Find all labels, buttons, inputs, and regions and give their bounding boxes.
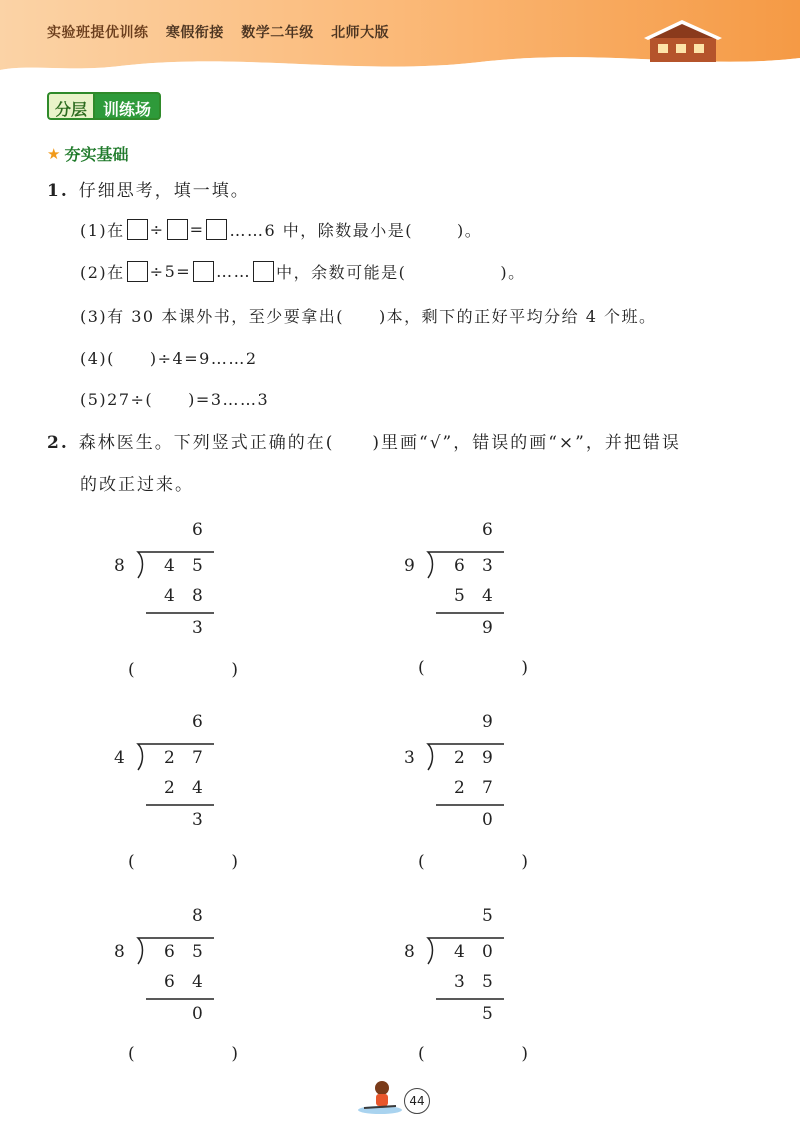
paren-open: ( [128, 852, 135, 872]
subtraction-line [146, 611, 226, 615]
answer-parentheses[interactable] [128, 1044, 238, 1064]
paren-close: ) [231, 1044, 238, 1064]
section-tag-right: 训练场 [93, 92, 161, 120]
product-digit: 4 [192, 972, 203, 992]
dividend-digit: 4 [164, 556, 175, 576]
product-digit: 4 [164, 586, 175, 606]
divisor: 8 [114, 942, 125, 962]
quotient: 6 [192, 520, 203, 540]
item-text: = [189, 220, 205, 239]
dividend-digit: 4 [454, 942, 465, 962]
star-icon: ★ [47, 144, 61, 163]
remainder: 0 [482, 810, 493, 830]
item-text: ……6 中，除数最小是( [229, 221, 413, 240]
division-bracket [128, 742, 228, 772]
long-division [112, 712, 232, 842]
division-bracket [128, 936, 228, 966]
quotient: 5 [482, 906, 493, 926]
paren-close: ) [521, 852, 528, 872]
item-text: ÷ [149, 220, 165, 239]
blank-box[interactable] [193, 261, 214, 282]
product-digit: 4 [192, 778, 203, 798]
dividend-digit: 9 [482, 748, 493, 768]
blank-box[interactable] [167, 219, 188, 240]
item-text: )。 [457, 221, 483, 240]
paren-open: ( [128, 1044, 135, 1064]
division-bracket [418, 936, 518, 966]
q1-item-3: (3)有 30 本课外书，至少要拿出( )本，剩下的正好平均分给 4 个班。 [80, 307, 657, 326]
paren-open: ( [418, 658, 425, 678]
paren-close: ) [521, 1044, 528, 1064]
header-subject: 数学二年级 [241, 25, 314, 41]
product-digit: 5 [454, 586, 465, 606]
subtraction-line [436, 803, 516, 807]
q1-item-1 [80, 218, 482, 241]
question-text: 森林医生。下列竖式正确的在( )里画“√”，错误的画“×”，并把错误 [78, 433, 681, 453]
answer-parentheses[interactable] [128, 660, 238, 680]
series-title: 实验班提优训练 [47, 25, 149, 41]
long-division [112, 906, 232, 1036]
remainder: 5 [482, 1004, 493, 1024]
paren-close: ) [521, 658, 528, 678]
remainder: 9 [482, 618, 493, 638]
item-text: )。 [500, 263, 526, 282]
item-text: (2)在 [80, 263, 125, 282]
item-text: (1)在 [80, 221, 125, 240]
paren-close: ) [231, 852, 238, 872]
section-tag-left: 分层 [47, 92, 93, 120]
header-subtitle: 寒假衔接 [165, 25, 224, 41]
answer-parentheses[interactable] [418, 1044, 528, 1064]
subtraction-line [436, 997, 516, 1001]
page-header [0, 0, 800, 80]
divisor: 8 [404, 942, 415, 962]
dividend-digit: 2 [454, 748, 465, 768]
question-number: 1. [47, 181, 69, 201]
remainder: 3 [192, 618, 203, 638]
section-tag [47, 92, 161, 120]
division-bracket [418, 742, 518, 772]
dividend-digit: 7 [192, 748, 203, 768]
mascot-icon [350, 1076, 410, 1116]
item-text: …… [216, 262, 252, 281]
answer-parentheses[interactable] [418, 658, 528, 678]
sub-heading-text: 夯实基础 [64, 145, 129, 164]
divisor: 4 [114, 748, 125, 768]
item-text: 中，余数可能是( [276, 263, 407, 282]
product-digit: 8 [192, 586, 203, 606]
question-1-title [47, 176, 250, 201]
blank-box[interactable] [127, 219, 148, 240]
remainder: 3 [192, 810, 203, 830]
q1-item-2 [80, 260, 526, 283]
product-digit: 7 [482, 778, 493, 798]
divisor: 8 [114, 556, 125, 576]
product-digit: 6 [164, 972, 175, 992]
subtraction-line [436, 611, 516, 615]
subtraction-line [146, 997, 226, 1001]
blank-box[interactable] [253, 261, 274, 282]
quotient: 8 [192, 906, 203, 926]
page-number: 44 [404, 1088, 430, 1114]
dividend-digit: 0 [482, 942, 493, 962]
long-division [112, 520, 232, 650]
q1-item-5: (5)27÷( )=3……3 [80, 390, 270, 409]
header-edition: 北师大版 [331, 25, 390, 41]
quotient: 6 [482, 520, 493, 540]
product-digit: 2 [164, 778, 175, 798]
paren-open: ( [418, 1044, 425, 1064]
blank-box[interactable] [206, 219, 227, 240]
divisor: 3 [404, 748, 415, 768]
house-icon [642, 18, 732, 68]
sub-heading [47, 142, 128, 165]
q1-item-4: (4)( )÷4=9……2 [80, 349, 258, 368]
long-division [402, 906, 522, 1036]
paren-open: ( [128, 660, 135, 680]
answer-parentheses[interactable] [128, 852, 238, 872]
long-division [402, 520, 522, 650]
dividend-digit: 3 [482, 556, 493, 576]
dividend-digit: 6 [164, 942, 175, 962]
long-division [402, 712, 522, 842]
question-number: 2. [47, 433, 69, 453]
paren-open: ( [418, 852, 425, 872]
question-2-title [47, 428, 681, 453]
division-bracket [128, 550, 228, 580]
product-digit: 4 [482, 586, 493, 606]
quotient: 9 [482, 712, 493, 732]
blank-box[interactable] [127, 261, 148, 282]
item-text: ÷5= [149, 262, 192, 281]
answer-parentheses[interactable] [418, 852, 528, 872]
dividend-digit: 5 [192, 942, 203, 962]
divisor: 9 [404, 556, 415, 576]
question-2-title-cont: 的改正过来。 [80, 475, 194, 495]
product-digit: 3 [454, 972, 465, 992]
dividend-digit: 5 [192, 556, 203, 576]
quotient: 6 [192, 712, 203, 732]
division-bracket [418, 550, 518, 580]
dividend-digit: 2 [164, 748, 175, 768]
question-text: 仔细思考，填一填。 [78, 181, 250, 201]
dividend-digit: 6 [454, 556, 465, 576]
product-digit: 2 [454, 778, 465, 798]
subtraction-line [146, 803, 226, 807]
paren-close: ) [231, 660, 238, 680]
product-digit: 5 [482, 972, 493, 992]
remainder: 0 [192, 1004, 203, 1024]
